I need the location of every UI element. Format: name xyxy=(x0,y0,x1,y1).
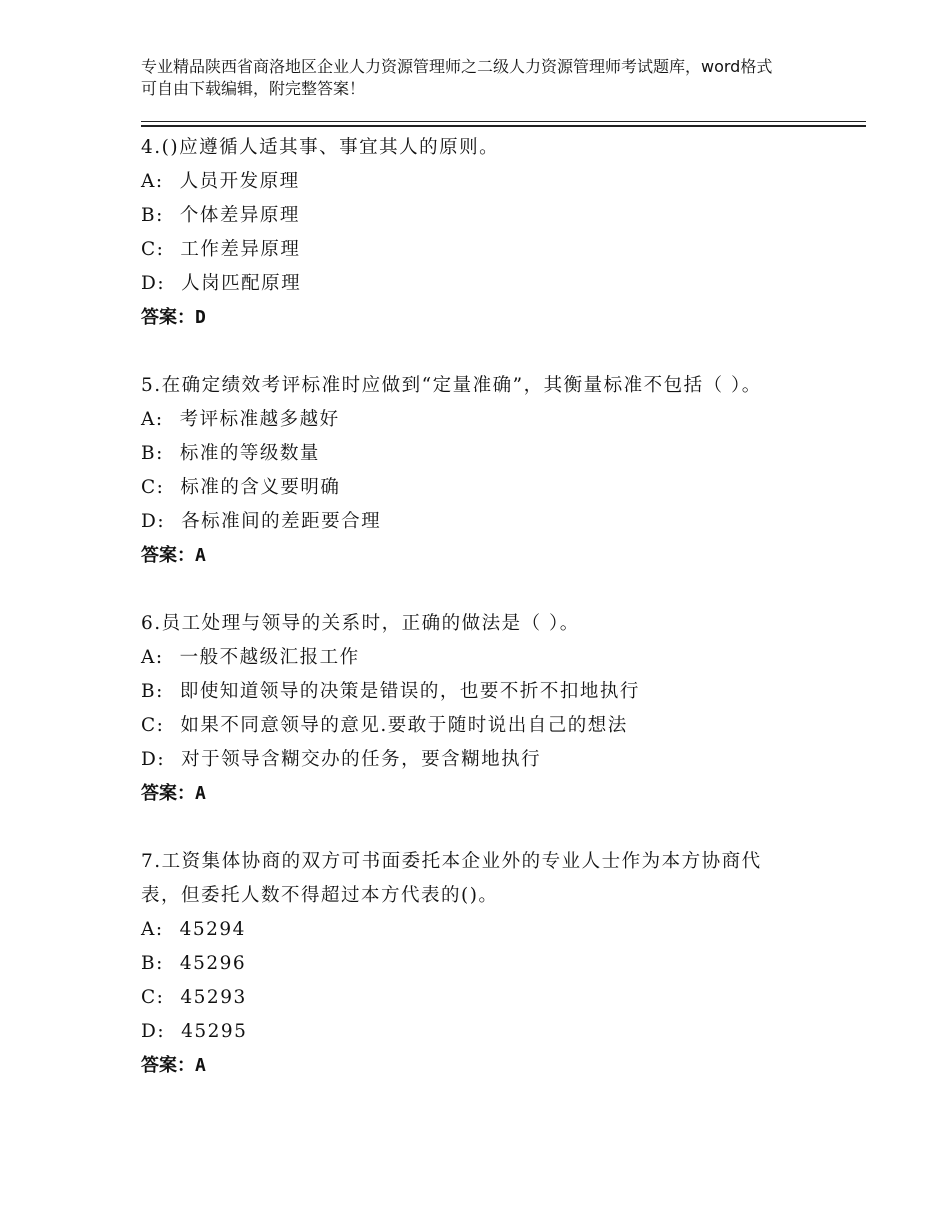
option-d xyxy=(141,267,801,301)
question-stem: 4.()应遵循人适其事、事宜其人的原则。 xyxy=(141,137,500,158)
option-b xyxy=(141,947,801,981)
option-c xyxy=(141,709,801,743)
question-stem: 7.工资集体协商的双方可书面委托本企业外的专业人士作为本方协商代表，但委托人数不得超过本方代表的()。 xyxy=(141,851,762,906)
answer-line xyxy=(141,777,801,811)
question-item xyxy=(141,607,801,811)
answer-label: 答案： xyxy=(141,307,195,328)
option-letter: B: xyxy=(141,205,164,226)
option-text: 各标准间的差距要合理 xyxy=(181,511,382,532)
option-text: 考评标准越多越好 xyxy=(179,409,340,430)
option-letter: A: xyxy=(141,171,164,192)
option-text: 标准的等级数量 xyxy=(179,443,320,464)
option-text: 个体差异原理 xyxy=(179,205,300,226)
option-text: 工作差异原理 xyxy=(180,239,301,260)
option-c xyxy=(141,471,801,505)
header-divider-thin xyxy=(141,121,866,122)
option-text: 45293 xyxy=(180,987,247,1008)
question-item xyxy=(141,845,801,1083)
answer-label: 答案： xyxy=(141,783,195,804)
option-b xyxy=(141,437,801,471)
option-letter: D: xyxy=(141,1021,166,1042)
answer-line xyxy=(141,539,801,573)
option-text: 即使知道领导的决策是错误的，也要不折不扣地执行 xyxy=(179,681,640,702)
option-d xyxy=(141,505,801,539)
answer-line xyxy=(141,1049,801,1083)
option-text: 45295 xyxy=(181,1021,248,1042)
answer-line xyxy=(141,301,801,335)
answer-label: 答案： xyxy=(141,1055,195,1076)
option-d xyxy=(141,1015,801,1049)
document-header: 专业精品陕西省商洛地区企业人力资源管理师之二级人力资源管理师考试题库，word格式可自由下载编辑，附完整答案！ xyxy=(141,57,773,98)
option-text: 人员开发原理 xyxy=(179,171,300,192)
option-text: 标准的含义要明确 xyxy=(180,477,341,498)
option-letter: B: xyxy=(141,681,164,702)
option-a xyxy=(141,913,801,947)
answer-value: D xyxy=(195,307,206,328)
option-text: 如果不同意领导的意见.要敢于随时说出自己的想法 xyxy=(180,715,628,736)
option-text: 45294 xyxy=(179,919,246,940)
option-letter: A: xyxy=(141,409,164,430)
option-letter: D: xyxy=(141,511,166,532)
option-text: 45296 xyxy=(179,953,247,974)
question-item xyxy=(141,369,801,573)
option-text: 对于领导含糊交办的任务，要含糊地执行 xyxy=(181,749,542,770)
option-c xyxy=(141,981,801,1015)
option-c xyxy=(141,233,801,267)
option-b xyxy=(141,675,801,709)
option-letter: C: xyxy=(141,239,165,260)
option-b xyxy=(141,199,801,233)
question-item xyxy=(141,131,801,335)
question-list xyxy=(141,131,801,1117)
option-letter: D: xyxy=(141,273,166,294)
option-letter: B: xyxy=(141,953,164,974)
option-d xyxy=(141,743,801,777)
answer-value: A xyxy=(195,783,206,804)
option-letter: C: xyxy=(141,477,165,498)
option-a xyxy=(141,165,801,199)
option-a xyxy=(141,641,801,675)
option-letter: B: xyxy=(141,443,164,464)
answer-value: A xyxy=(195,545,206,566)
option-letter: D: xyxy=(141,749,166,770)
option-letter: C: xyxy=(141,715,165,736)
option-text: 人岗匹配原理 xyxy=(181,273,302,294)
question-stem: 5.在确定绩效考评标准时应做到“定量准确”，其衡量标准不包括（ ）。 xyxy=(141,375,762,396)
option-letter: A: xyxy=(141,919,164,940)
answer-label: 答案： xyxy=(141,545,195,566)
answer-value: A xyxy=(195,1055,206,1076)
option-a xyxy=(141,403,801,437)
option-letter: C: xyxy=(141,987,165,1008)
option-text: 一般不越级汇报工作 xyxy=(179,647,360,668)
header-divider-thick xyxy=(141,125,866,127)
option-letter: A: xyxy=(141,647,164,668)
question-stem: 6.员工处理与领导的关系时，正确的做法是（ ）。 xyxy=(141,613,580,634)
